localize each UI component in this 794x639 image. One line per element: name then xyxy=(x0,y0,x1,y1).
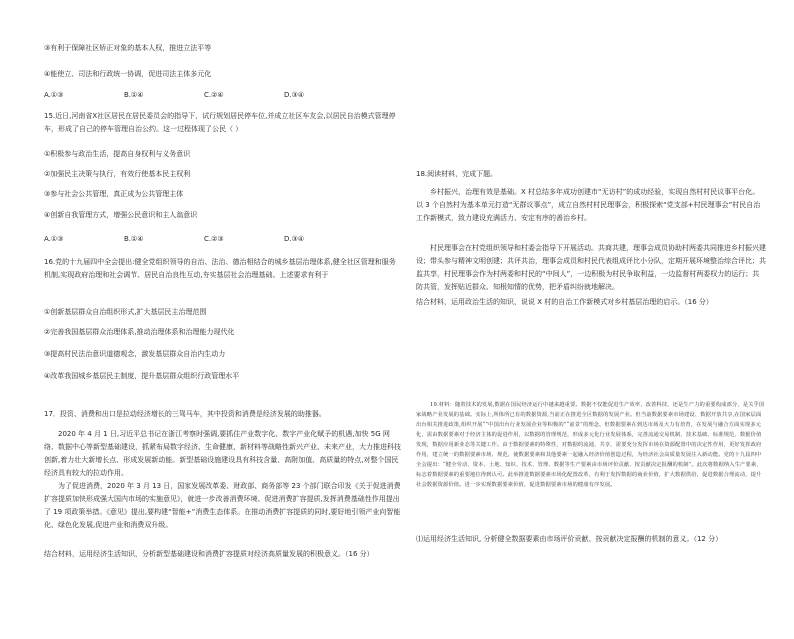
q19-task: ⑴运用经济生活知识, 分析健全数据要素由市场评价贡献、按贡献决定报酬的机制的意义。（12 分） xyxy=(416,535,723,543)
choice-c: C.②④ xyxy=(204,91,224,99)
q15-choices xyxy=(44,234,384,244)
q18-stem: 18.阅读材料，完成下题。 xyxy=(416,170,498,178)
choice-a: A.①③ xyxy=(44,91,64,99)
q19-material: 19.材料：随着技术的发展,数据在国民经济运行中越来越重要。数据不仅能促进生产效率、改善科技，还是生产力的重要构成部分，是关乎国家战略产业发展的基础。实际上,所体所已有的数据资源,当前正在推进全区数据的发展产业。但当前数据要素市场建设、数据开放共享,在国家层面出台相关推进政策,组织开展“”中国出台行业发展企业等积极的”“前景”的理念，但数据要素在到达市场及大力有培育，在发展与融合方面实现多元化，需由数据要素对于经济主体的促进作用，以数据的管理规范，形成多元化行业发展体系，完善流通交易机制、技术基础、标准规范，数据价值发现，数据应用新业态等关键工作。由于数据要素的特殊性，对数据的流通、共享，需要充分发挥市场在资源配置中的决定性作用，更好发挥政府作用，建立统一的数据要素市场、规范，使数据要素和其他要素一起融入经济价值创造过程，为经济社会高质量发展注入新动能。党的十九届四中全会提出：“健全劳动、资本、土地、知识、技术、管理、数据等生产要素由市场评价贡献、按贡献决定报酬的机制”。此次将数据纳入生产要素，标志着数据要素的重要地位得到认可。此举推进数据要素市场化配置改革，有利于发挥数据的商业价值，扩大数据供给，促进数据合理流动，提升社会数据资源价值。进一步实现数据要素价值，促进数据要素市场的健康有序发展。 xyxy=(416,402,765,488)
q14-option-3: ③有利于保障社区矫正对象的基本人权，推进立法平等 xyxy=(44,44,212,52)
q16-option-2: ②完善我国基层群众治理体系,推动治理体系和治理能力现代化 xyxy=(44,328,235,336)
q15-stem: 15.近日,河南省X社区居民在居民委员会的指导下，试行规划居民停车位,并成立社区车友会,以居民自治模式管理停车，形成了自己的停车管理自治公约。这一过程体现了公民（ ） xyxy=(44,112,396,133)
choice-b: B.①④ xyxy=(124,235,144,243)
q15-option-2: ②加强民主决策与执行，有效行使基本民主权利 xyxy=(44,170,191,178)
exam-page xyxy=(18,0,778,636)
q17-paragraph-1: 2020 年 4 月 1 日,习近平总书记在浙江考察时强调,要抓住产业数字化、数字产业化赋予的机遇,加快 5G 网络、数据中心等新型基础建设，抓紧布局数字经济、生命健康、新材料等战略性新兴产业、未来产业，大力推进科技创新,着力壮大新增长点、形成发展新动能。新型基础设施建设具有科技含量、高附加值、高质量的特点,对整个国民经济具有较大的拉动作用。 xyxy=(44,430,401,477)
q18-paragraph-1: 乡村振兴，治理有效是基础。X 村总结多年成功创建市“无访村”的成功经验，实现自然村村民议事平台化。以 3 个自然村为基本单元打造“无群议事点”，成立自然村村民理事会，积极探索“党支部+村民理事会”村民自治工作新模式，致力建设充满活力、安定有序的善治乡村。 xyxy=(416,188,761,222)
q18-paragraph-2: 村民理事会在村党组织领导和村委会指导下开展活动。共商共建，理事会成员协助村两委共同推进乡村振兴建设；带头参与精神文明创建；共评共治，理事会成员和村民代表组成评比小分队，定期开展环境整治综合评比；共监共享，村民理事会作为村两委和村民的“中间人”，一边积极为村民争取利益，一边监督村两委权力的运行；共防共管，发挥贴近群众、知根知情的优势，把矛盾纠纷就地解决。 xyxy=(416,244,766,291)
q17-task: 结合材料，运用经济生活知识，分析新型基础建设和消费扩容提质对经济高质量发展的积极意义。（16 分） xyxy=(44,550,374,558)
q15-option-1: ①积极参与政治生活，提高自身权利与义务意识 xyxy=(44,150,191,158)
choice-d: D.③④ xyxy=(284,235,305,243)
q17-paragraph-2: 为了促进消费，2020 年 3 月 13 日，国家发展改革委、财政部、商务部等 23 个部门联合印发《关于促进消费扩容提质加快形成强大国内市场的实施意见》，就进一步改善消费环境、促进消费扩容提质,发挥消费基础性作用提出了 19 项政策举措。《意见》提出,要构建“智能+”消费生态体系。在推动消费扩容提质的同时,要好地引领产业向智能化、绿色化发展,促进产业和消费双升级。 xyxy=(44,482,401,529)
choice-a: A.①③ xyxy=(44,235,64,243)
q16-stem: 16.党的十九届四中全会提出:健全党组织领导的自治、法治、德治相结合的城乡基层治理体系,健全社区管理和服务机制,实现政府治理和社会调节、居民自治良性互动,夯实基层社会治理基础。上述要求有利于 xyxy=(44,258,396,279)
q18-task: 结合材料，运用政治生活的知识，说说 X 村的自治工作新模式对乡村基层治理的启示。（16 分） xyxy=(416,298,713,306)
q15-option-4: ④创新自我管理方式，增强公民意识和主人翁意识 xyxy=(44,211,198,219)
q17-stem: 17．投资、消费和出口是拉动经济增长的三驾马车，其中投资和消费是经济发展的助推器。 xyxy=(44,410,326,418)
q15-option-3: ③参与社会公共管理，真正成为公共管理主体 xyxy=(44,190,184,198)
choice-c: C.②③ xyxy=(204,235,224,243)
q16-option-1: ①创新基层群众自治组织形式,扩大基层民主治理范围 xyxy=(44,308,207,316)
choice-b: B.①④ xyxy=(124,91,144,99)
q14-choices xyxy=(44,90,384,100)
q14-option-4: ④能使立、司法和行政统一协调，促进司法主体多元化 xyxy=(44,70,212,78)
q16-option-3: ③提高村民法治意识道德观念，激发基层群众自治内生动力 xyxy=(44,350,226,358)
q16-option-4: ④改革我国城乡基层民主制度，提升基层群众组织行政管理水平 xyxy=(44,372,240,380)
choice-d: D.③④ xyxy=(284,91,305,99)
